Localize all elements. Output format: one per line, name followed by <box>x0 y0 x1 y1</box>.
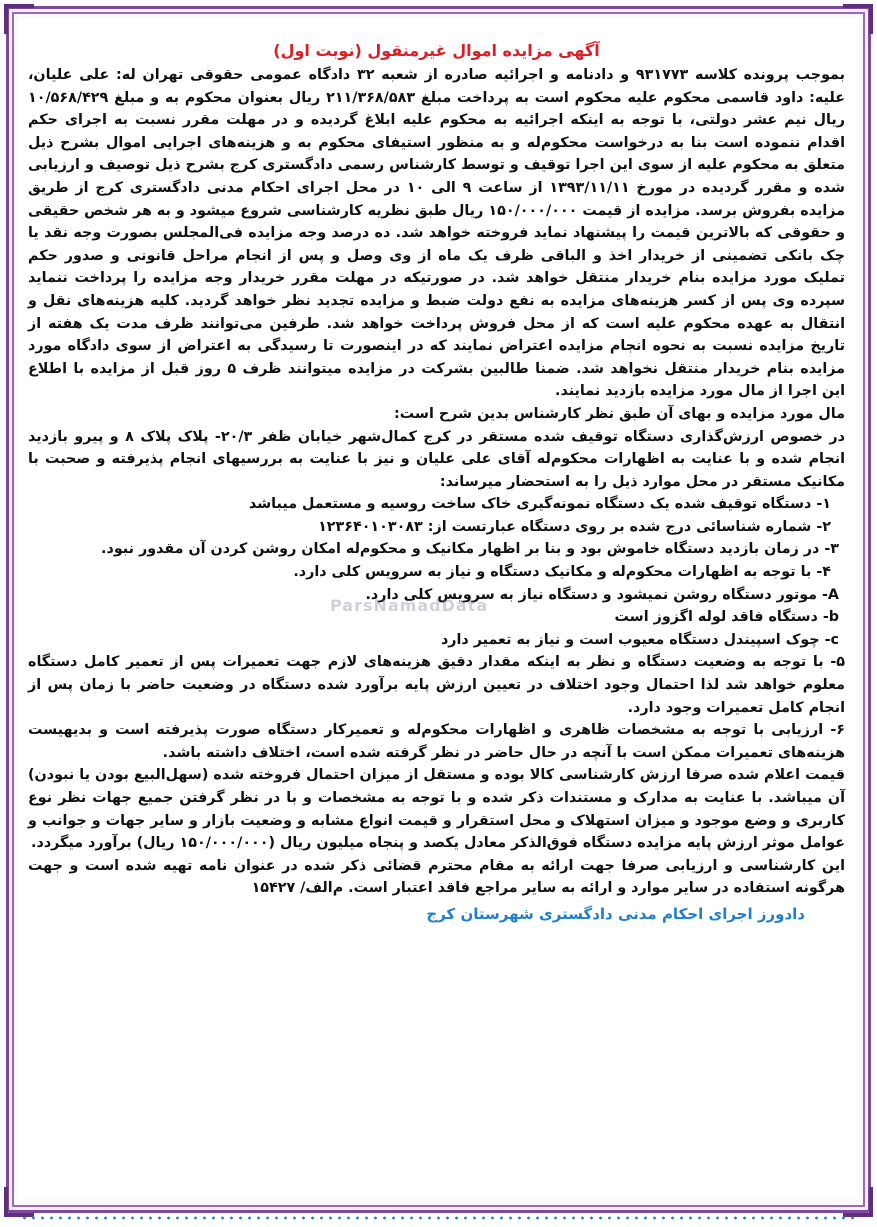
list-item: A- موتور دستگاه روشن نمیشود و دستگاه نیاز به سرویس کلی دارد. <box>365 586 839 603</box>
list-item: ۳- در زمان بازدید دستگاه خاموش بود و بنا بر اظهار مکانیک و محکوم‌له امکان روشن کردن آن مقدور نبود. <box>101 541 839 558</box>
watermark: ParsNamadData <box>330 596 489 615</box>
list-item: ۲- شماره شناسائی درج شده بر روی دستگاه عبارتست از: ۱۲۳۶۴۰۱۰۳۰۸۳ <box>318 518 831 535</box>
valuation-intro: در خصوص ارزش‌گذاری دستگاه توقیف شده مستقر در کرج کمال‌شهر خیابان ظفر ۲۰/۳- پلاک پلاک ۸ و پیرو بازدید انجام شده و با عنایت به اظهارات محکوم‌له آقای علی علیان و نیز با عنایت به بررسیهای انجام پذیرفته و صحبت با مکانیک مستقر در محل موارد ذیل را به استحضار میرساند: <box>28 428 846 490</box>
list-item: b- دستگاه فاقد لوله اگزوز است <box>614 609 839 626</box>
list-item: ۱- دستگاه توقیف شده یک دستگاه نمونه‌گیری خاک ساخت روسیه و مستعمل میباشد <box>248 496 831 513</box>
notice-title: آگهی مزایده اموال غیرمنقول (نوبت اول) <box>273 41 600 60</box>
list-item: ۴- با توجه به اظهارات محکوم‌له و مکانیک دستگاه و نیاز به سرویس کلی دارد. <box>293 564 831 581</box>
price-paragraph: قیمت اعلام شده صرفا ارزش کارشناسی کالا بوده و مستقل از میزان احتمال فروخته شده (سهل‌البیع بودن یا نبودن) آن میباشد. با عنایت به مدارک و مستندات ذکر شده و با توجه به مشخصات و با در نظر گرفتن جمیع جهات نظر نوع کاربری و وضع موجود و میزان استهلاک و محل استقرار و قیمت انواع مشابه و وضعیت بازار و سایر جهات و جوانب و عوامل موثر ارزش پایه مزایده دستگاه فوق‌الذکر معادل یکصد و پنجاه میلیون ریال (۱۵۰/۰۰۰/۰۰۰ ریال) برآورد میگردد. <box>28 767 845 852</box>
notice-body <box>28 64 845 900</box>
item-6-paragraph: ۶- ارزیابی با توجه به مشخصات ظاهری و اظهارات محکوم‌له و تعمیرکار دستگاه صورت پذیرفته است و بدیهیست هزینه‌های تعمیرات ممکن است با آنچه در حال حاضر در نظر گرفته شده است، اختلاف داشته باشد. <box>28 722 845 761</box>
disclaimer-paragraph: این کارشناسی و ارزیابی صرفا جهت ارائه به مقام محترم قضائی ذکر شده در عنوان نامه تهیه شده است و جهت هرگونه استفاده در سایر موارد و ارائه به سایر مراجع فاقد اعتبار است. م‌الف/ ۱۵۴۲۷ <box>28 857 845 897</box>
item-5-paragraph: ۵- با توجه به وضعیت دستگاه و نظر به اینکه مقدار دقیق هزینه‌های لازم جهت تعمیرات پس از تعمیر کامل دستگاه معلوم خواهد شد لذا احتمال وجود اختلاف در تعیین ارزش پایه برآورد شده دستگاه در وضعیت حاضر با زمان پس از انجام کامل تعمیرات وجود دارد. <box>28 654 845 716</box>
intro-paragraph: بموجب پرونده کلاسه ۹۳۱۷۷۳ و دادنامه و اجرائیه صادره از شعبه ۳۲ دادگاه عمومی حقوقی تهران له: علی علیان، علیه: داود قاسمی محکوم علیه محکوم است به پرداخت مبلغ ۲۱۱/۳۶۸/۵۸۳ ریال بعنوان محکوم به و مبلغ ۱۰/۵۶۸/۴۲۹ ریال نیم عشر دولتی، با توجه به اینکه اجرائیه به محکوم علیه ابلاغ گردیده و در مهلت مقرر نسبت به اجرای حکم اقدام ننموده است بنا به درخواست محکوم‌له و به منظور استیفای محکوم به و هزینه‌های اجرایی اموال بشرح ذیل متعلق به محکوم علیه از سوی این اجرا توقیف و توسط کارشناس رسمی دادگستری کرج بشرح ذیل توصیف و ارزیابی شده و مقرر گردیده در مورخ ۱۳۹۳/۱۱/۱۱ از ساعت ۹ الی ۱۰ در محل اجرای احکام مدنی دادگستری کرج از طریق مزایده بفروش برسد. مزایده از قیمت ۱۵۰/۰۰۰/۰۰۰ ریال طبق نظریه کارشناسی شروع میشود و به هر شخص حقیقی و حقوقی که بالاترین قیمت را پیشنهاد نماید فروخته خواهد شد. ده درصد وجه مزایده فی‌المجلس بصورت وجه نقد یا چک بانکی تضمینی از خریدار اخذ و الباقی ظرف یک ماه از وی وصل و پس از انجام مراحل قانونی و صدور حکم تملیک مورد مزایده بنام خریدار منتقل خواهد شد. در صورتیکه در مهلت مقرر خریدار وجه مزایده را پرداخت ننماید سپرده وی پس از کسر هزینه‌های مزایده به نفع دولت ضبط و مزایده تجدید نظر خواهد گردید. کلیه هزینه‌های نقل و انتقال به عهده محکوم علیه است که از محل فروش پرداخت خواهد شد. طرفین می‌توانند ظرف مدت یک هفته از تاریخ مزایده نسبت به نحوه انجام مزایده اعتراض نمایند که در اینصورت تا رسیدگی به اعتراض از سوی دادگاه مورد مزایده بنام خریدار منتقل نخواهد شد. ضمنا طالبین بشرکت در مزایده میتوانند ظرف ۵ روز قبل از مزایده با اطلاع این اجرا از مال مورد مزایده بازدید نمایند. <box>28 67 846 400</box>
signature-line: دادورز اجرای احکام مدنی دادگستری شهرستان کرج <box>426 904 805 923</box>
list-item: c- چوک اسپیندل دستگاه معیوب است و نیاز به تعمیر دارد <box>440 631 839 648</box>
asset-heading: مال مورد مزایده و بهای آن طبق نظر کارشناس بدین شرح است: <box>394 405 845 422</box>
dotted-border <box>20 1215 857 1221</box>
